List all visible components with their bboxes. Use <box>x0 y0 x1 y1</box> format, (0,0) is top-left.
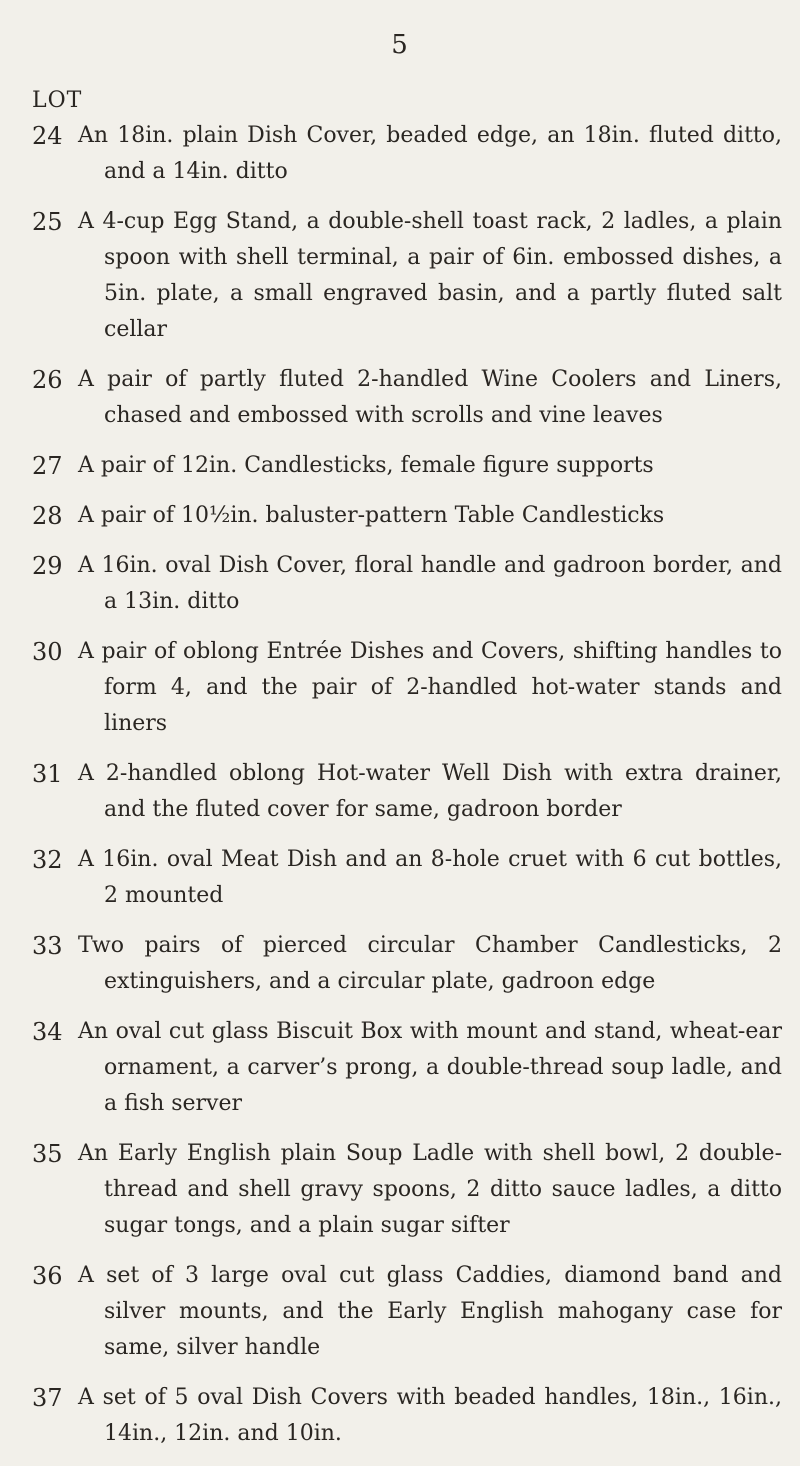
lot-number: 34 <box>32 1018 63 1046</box>
lot-entry <box>32 634 782 742</box>
lot-number: 24 <box>32 122 63 150</box>
lot-entry <box>32 1014 782 1122</box>
lot-number: 28 <box>32 502 63 530</box>
lot-description: An 18in. plain Dish Cover, beaded edge, an 18in. fluted ditto, and a 14in. ditto <box>78 123 782 184</box>
lot-description: A pair of 12in. Candlesticks, female figure supports <box>78 453 654 478</box>
lot-entry <box>32 1380 782 1452</box>
lot-number: 29 <box>32 552 63 580</box>
lot-description: A pair of 10½in. baluster-pattern Table Candlesticks <box>78 503 665 528</box>
lot-number: 26 <box>32 366 63 394</box>
lot-entry <box>32 204 782 348</box>
lot-entry <box>32 548 782 620</box>
lot-description: A set of 3 large oval cut glass Caddies, diamond band and silver mounts, and the Early English mahogany case for same, silver handle <box>78 1263 782 1360</box>
lot-column-heading: LOT <box>32 88 83 113</box>
lot-entry <box>32 498 782 534</box>
lot-number: 35 <box>32 1140 63 1168</box>
lot-description: A 4-cup Egg Stand, a double-shell toast rack, 2 ladles, a plain spoon with shell terminal, a pair of 6in. embossed dishes, a 5in. plate, a small engraved basin, and a partly fluted salt cellar <box>78 209 782 342</box>
lot-entry <box>32 1136 782 1244</box>
lot-entry <box>32 928 782 1000</box>
lot-number: 37 <box>32 1384 63 1412</box>
lot-description: Two pairs of pierced circular Chamber Candlesticks, 2 extinguishers, and a circular plate, gadroon edge <box>78 933 782 994</box>
lot-description: A pair of partly fluted 2-handled Wine Coolers and Liners, chased and embossed with scrolls and vine leaves <box>78 367 782 428</box>
lot-description: A 16in. oval Meat Dish and an 8-hole cruet with 6 cut bottles, 2 mounted <box>78 847 782 908</box>
page-number: 5 <box>391 30 409 60</box>
lot-description: An oval cut glass Biscuit Box with mount and stand, wheat-ear ornament, a carver’s prong, a double-thread soup ladle, and a fish server <box>78 1019 782 1116</box>
lot-number: 33 <box>32 932 63 960</box>
lot-description: An Early English plain Soup Ladle with shell bowl, 2 double-thread and shell gravy spoons, 2 ditto sauce ladles, a ditto sugar tongs, and a plain sugar sifter <box>78 1141 782 1238</box>
lot-entry <box>32 362 782 434</box>
lot-entry <box>32 756 782 828</box>
lot-description: A set of 5 oval Dish Covers with beaded handles, 18in., 16in., 14in., 12in. and 10in. <box>78 1385 782 1446</box>
lot-entry <box>32 118 782 190</box>
lot-description: A 2-handled oblong Hot-water Well Dish with extra drainer, and the fluted cover for same, gadroon border <box>78 761 782 822</box>
lot-number: 27 <box>32 452 63 480</box>
lot-list <box>32 118 782 1466</box>
lot-description: A 16in. oval Dish Cover, floral handle and gadroon border, and a 13in. ditto <box>78 553 782 614</box>
lot-number: 25 <box>32 208 63 236</box>
lot-number: 31 <box>32 760 63 788</box>
lot-entry <box>32 842 782 914</box>
lot-number: 36 <box>32 1262 63 1290</box>
lot-description: A pair of oblong Entrée Dishes and Covers, shifting handles to form 4, and the pair of 2-handled hot-water stands and liners <box>78 639 782 736</box>
lot-number: 30 <box>32 638 63 666</box>
lot-number: 32 <box>32 846 63 874</box>
lot-entry <box>32 448 782 484</box>
lot-entry <box>32 1258 782 1366</box>
